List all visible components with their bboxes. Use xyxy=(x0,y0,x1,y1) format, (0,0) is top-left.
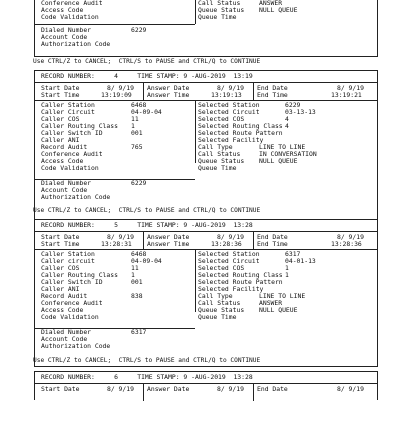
call-status-label: Call Status xyxy=(198,299,241,307)
end-date-label: End Date xyxy=(257,233,288,241)
selected-facility-label: Selected Facility xyxy=(198,285,264,293)
ctrl-instructions: Use CTRL/Z to CANCEL; CTRL/S to PAUSE and CTRL/Q to CONTINUE xyxy=(33,207,261,214)
dialed-number-label: Dialed Number xyxy=(41,179,92,187)
selected-station-value: 6229 xyxy=(285,101,301,109)
queue-time-label: Queue Time xyxy=(198,13,237,21)
time-stamp-value: 9 -AUG-2019 13:28 xyxy=(183,373,253,381)
time-stamp-value: 9 -AUG-2019 13:19 xyxy=(183,72,253,80)
code-validation-label: Code Validation xyxy=(41,313,99,321)
caller-station-label: Caller Station xyxy=(41,101,95,109)
time-stamp-label: TIME STAMP: xyxy=(137,72,180,80)
answer-date-label: Answer Date xyxy=(147,233,190,241)
record-audit-label: Record Audit xyxy=(41,143,88,151)
call-type-value: LINE TO LINE xyxy=(259,292,306,300)
caller-ani-label: Caller ANI xyxy=(41,285,80,293)
selected-cos-value: 1 xyxy=(285,264,289,272)
record-header xyxy=(35,372,377,384)
start-time-value: 13:28:31 xyxy=(101,240,132,248)
dialed-number-label: Dialed Number xyxy=(41,26,92,34)
call-status-value: ANSWER xyxy=(259,0,283,7)
selected-routing-class-label: Selected Routing Class xyxy=(198,122,283,130)
divider xyxy=(253,232,254,249)
answer-time-label: Answer Time xyxy=(147,91,190,99)
caller-circuit-value: 04-09-04 xyxy=(131,257,162,265)
record-header xyxy=(35,71,377,83)
answer-date-value: 8/ 9/19 xyxy=(217,84,244,92)
call-status-value: ANSWER xyxy=(259,299,283,307)
caller-circuit-label: Caller circuit xyxy=(41,257,95,265)
record-audit-value: 765 xyxy=(131,143,143,151)
selected-route-pattern-label: Selected Route Pattern xyxy=(198,278,283,286)
conference-audit-label: Conference Audit xyxy=(41,150,103,158)
caller-cos-label: Caller COS xyxy=(41,264,80,272)
ctrl-instructions: Use CTRL/Z to CANCEL; CTRL/S to PAUSE and CTRL/Q to CONTINUE xyxy=(33,357,261,364)
caller-cos-label: Caller COS xyxy=(41,115,80,123)
start-date-value: 8/ 9/19 xyxy=(107,84,134,92)
selected-cos-label: Selected COS xyxy=(198,115,245,123)
end-date-value: 8/ 9/19 xyxy=(337,385,364,393)
caller-station-label: Caller Station xyxy=(41,250,95,258)
divider xyxy=(143,232,144,249)
record-audit-value: 838 xyxy=(131,292,143,300)
access-code-label: Access Code xyxy=(41,6,84,14)
selected-route-pattern-label: Selected Route Pattern xyxy=(198,129,283,137)
queue-status-value: NULL QUEUE xyxy=(259,157,298,165)
code-validation-label: Code Validation xyxy=(41,164,99,172)
divider xyxy=(195,0,196,24)
record-number-value: 5 xyxy=(114,221,118,229)
authorization-code-label: Authorization Code xyxy=(41,193,111,201)
caller-cos-value: 11 xyxy=(131,115,139,123)
divider xyxy=(143,83,144,100)
start-date-label: Start Date xyxy=(41,233,80,241)
call-status-value: IN CONVERSATION xyxy=(259,150,317,158)
selected-circuit-value: 03-13-13 xyxy=(285,108,316,116)
queue-time-label: Queue Time xyxy=(198,313,237,321)
answer-time-value: 13:28:36 xyxy=(211,240,242,248)
record-block xyxy=(34,219,378,367)
selected-station-value: 6317 xyxy=(285,250,301,258)
account-code-label: Account Code xyxy=(41,33,88,41)
start-date-value: 8/ 9/19 xyxy=(107,385,134,393)
divider xyxy=(143,384,144,401)
code-validation-label: Code Validation xyxy=(41,13,99,21)
end-date-label: End Date xyxy=(257,385,288,393)
answer-time-value: 13:19:13 xyxy=(211,91,242,99)
divider xyxy=(253,384,254,401)
start-date-label: Start Date xyxy=(41,385,80,393)
end-date-value: 8/ 9/19 xyxy=(337,233,364,241)
queue-time-label: Queue Time xyxy=(198,164,237,172)
selected-facility-label: Selected Facility xyxy=(198,136,264,144)
caller-switch-id-label: Caller Switch ID xyxy=(41,129,103,137)
time-stamp-label: TIME STAMP: xyxy=(137,373,180,381)
selected-station-label: Selected Station xyxy=(198,101,260,109)
caller-circuit-label: Caller Circuit xyxy=(41,108,95,116)
record-number-label: RECORD NUMBER: xyxy=(41,373,95,381)
answer-date-label: Answer Date xyxy=(147,385,190,393)
end-time-label: End Time xyxy=(257,91,288,99)
caller-routing-class-label: Caller Routing Class xyxy=(41,122,118,130)
queue-status-label: Queue Status xyxy=(198,6,245,14)
selected-routing-class-value: 4 xyxy=(285,122,289,130)
selected-circuit-label: Selected Circuit xyxy=(198,257,260,265)
selected-cos-value: 4 xyxy=(285,115,289,123)
dialed-number-value: 6229 xyxy=(131,179,147,187)
selected-routing-class-label: Selected Routing Class xyxy=(198,271,283,279)
caller-routing-class-label: Caller Routing Class xyxy=(41,271,118,279)
conference-audit-label: Conference Audit xyxy=(41,0,103,7)
ctrl-instructions: Use CTRL/Z to CANCEL; CTRL/S to PAUSE and CTRL/Q to CONTINUE xyxy=(33,58,261,65)
dialed-number-label: Dialed Number xyxy=(41,328,92,336)
divider xyxy=(35,24,195,25)
record-number-value: 6 xyxy=(114,373,118,381)
answer-date-value: 8/ 9/19 xyxy=(217,233,244,241)
call-status-label: Call Status xyxy=(198,0,241,7)
time-stamp-label: TIME STAMP: xyxy=(137,221,180,229)
answer-time-label: Answer Time xyxy=(147,240,190,248)
record-header xyxy=(35,220,377,232)
record-number-value: 4 xyxy=(114,72,118,80)
account-code-label: Account Code xyxy=(41,186,88,194)
caller-routing-class-value: 1 xyxy=(131,271,135,279)
end-time-label: End Time xyxy=(257,240,288,248)
selected-cos-label: Selected COS xyxy=(198,264,245,272)
record-number-label: RECORD NUMBER: xyxy=(41,221,95,229)
record-block-partial-top xyxy=(34,0,378,57)
caller-switch-id-value: 001 xyxy=(131,129,143,137)
call-type-value: LINE TO LINE xyxy=(259,143,306,151)
account-code-label: Account Code xyxy=(41,335,88,343)
dialed-number-value: 6317 xyxy=(131,328,147,336)
record-block xyxy=(34,70,378,220)
caller-switch-id-value: 001 xyxy=(131,278,143,286)
time-stamp-value: 9 -AUG-2019 13:28 xyxy=(183,221,253,229)
selected-station-label: Selected Station xyxy=(198,250,260,258)
caller-circuit-value: 04-09-04 xyxy=(131,108,162,116)
queue-status-label: Queue Status xyxy=(198,157,245,165)
dialed-number-value: 6229 xyxy=(131,26,147,34)
start-time-label: Start Time xyxy=(41,91,80,99)
caller-station-value: 6468 xyxy=(131,250,147,258)
caller-routing-class-value: 1 xyxy=(131,122,135,130)
start-date-label: Start Date xyxy=(41,84,80,92)
authorization-code-label: Authorization Code xyxy=(41,342,111,350)
selected-circuit-label: Selected Circuit xyxy=(198,108,260,116)
conference-audit-label: Conference Audit xyxy=(41,299,103,307)
end-time-value: 13:19:21 xyxy=(331,91,362,99)
record-block-partial-bottom xyxy=(34,371,378,400)
selected-routing-class-value: 1 xyxy=(285,271,289,279)
start-date-value: 8/ 9/19 xyxy=(107,233,134,241)
end-date-label: End Date xyxy=(257,84,288,92)
start-time-label: Start Time xyxy=(41,240,80,248)
end-date-value: 8/ 9/19 xyxy=(337,84,364,92)
authorization-code-label: Authorization Code xyxy=(41,40,111,48)
record-audit-label: Record Audit xyxy=(41,292,88,300)
caller-station-value: 6468 xyxy=(131,101,147,109)
queue-status-value: NULL QUEUE xyxy=(259,306,298,314)
caller-ani-label: Caller ANI xyxy=(41,136,80,144)
answer-date-value: 8/ 9/19 xyxy=(217,385,244,393)
queue-status-value: NULL QUEUE xyxy=(259,6,298,14)
access-code-label: Access Code xyxy=(41,306,84,314)
divider xyxy=(253,83,254,100)
caller-cos-value: 11 xyxy=(131,264,139,272)
record-number-label: RECORD NUMBER: xyxy=(41,72,95,80)
access-code-label: Access Code xyxy=(41,157,84,165)
queue-status-label: Queue Status xyxy=(198,306,245,314)
caller-switch-id-label: Caller Switch ID xyxy=(41,278,103,286)
selected-circuit-value: 04-01-13 xyxy=(285,257,316,265)
start-time-value: 13:19:09 xyxy=(101,91,132,99)
call-type-label: Call Type xyxy=(198,292,233,300)
call-type-label: Call Type xyxy=(198,143,233,151)
end-time-value: 13:28:36 xyxy=(331,240,362,248)
call-status-label: Call Status xyxy=(198,150,241,158)
answer-date-label: Answer Date xyxy=(147,84,190,92)
